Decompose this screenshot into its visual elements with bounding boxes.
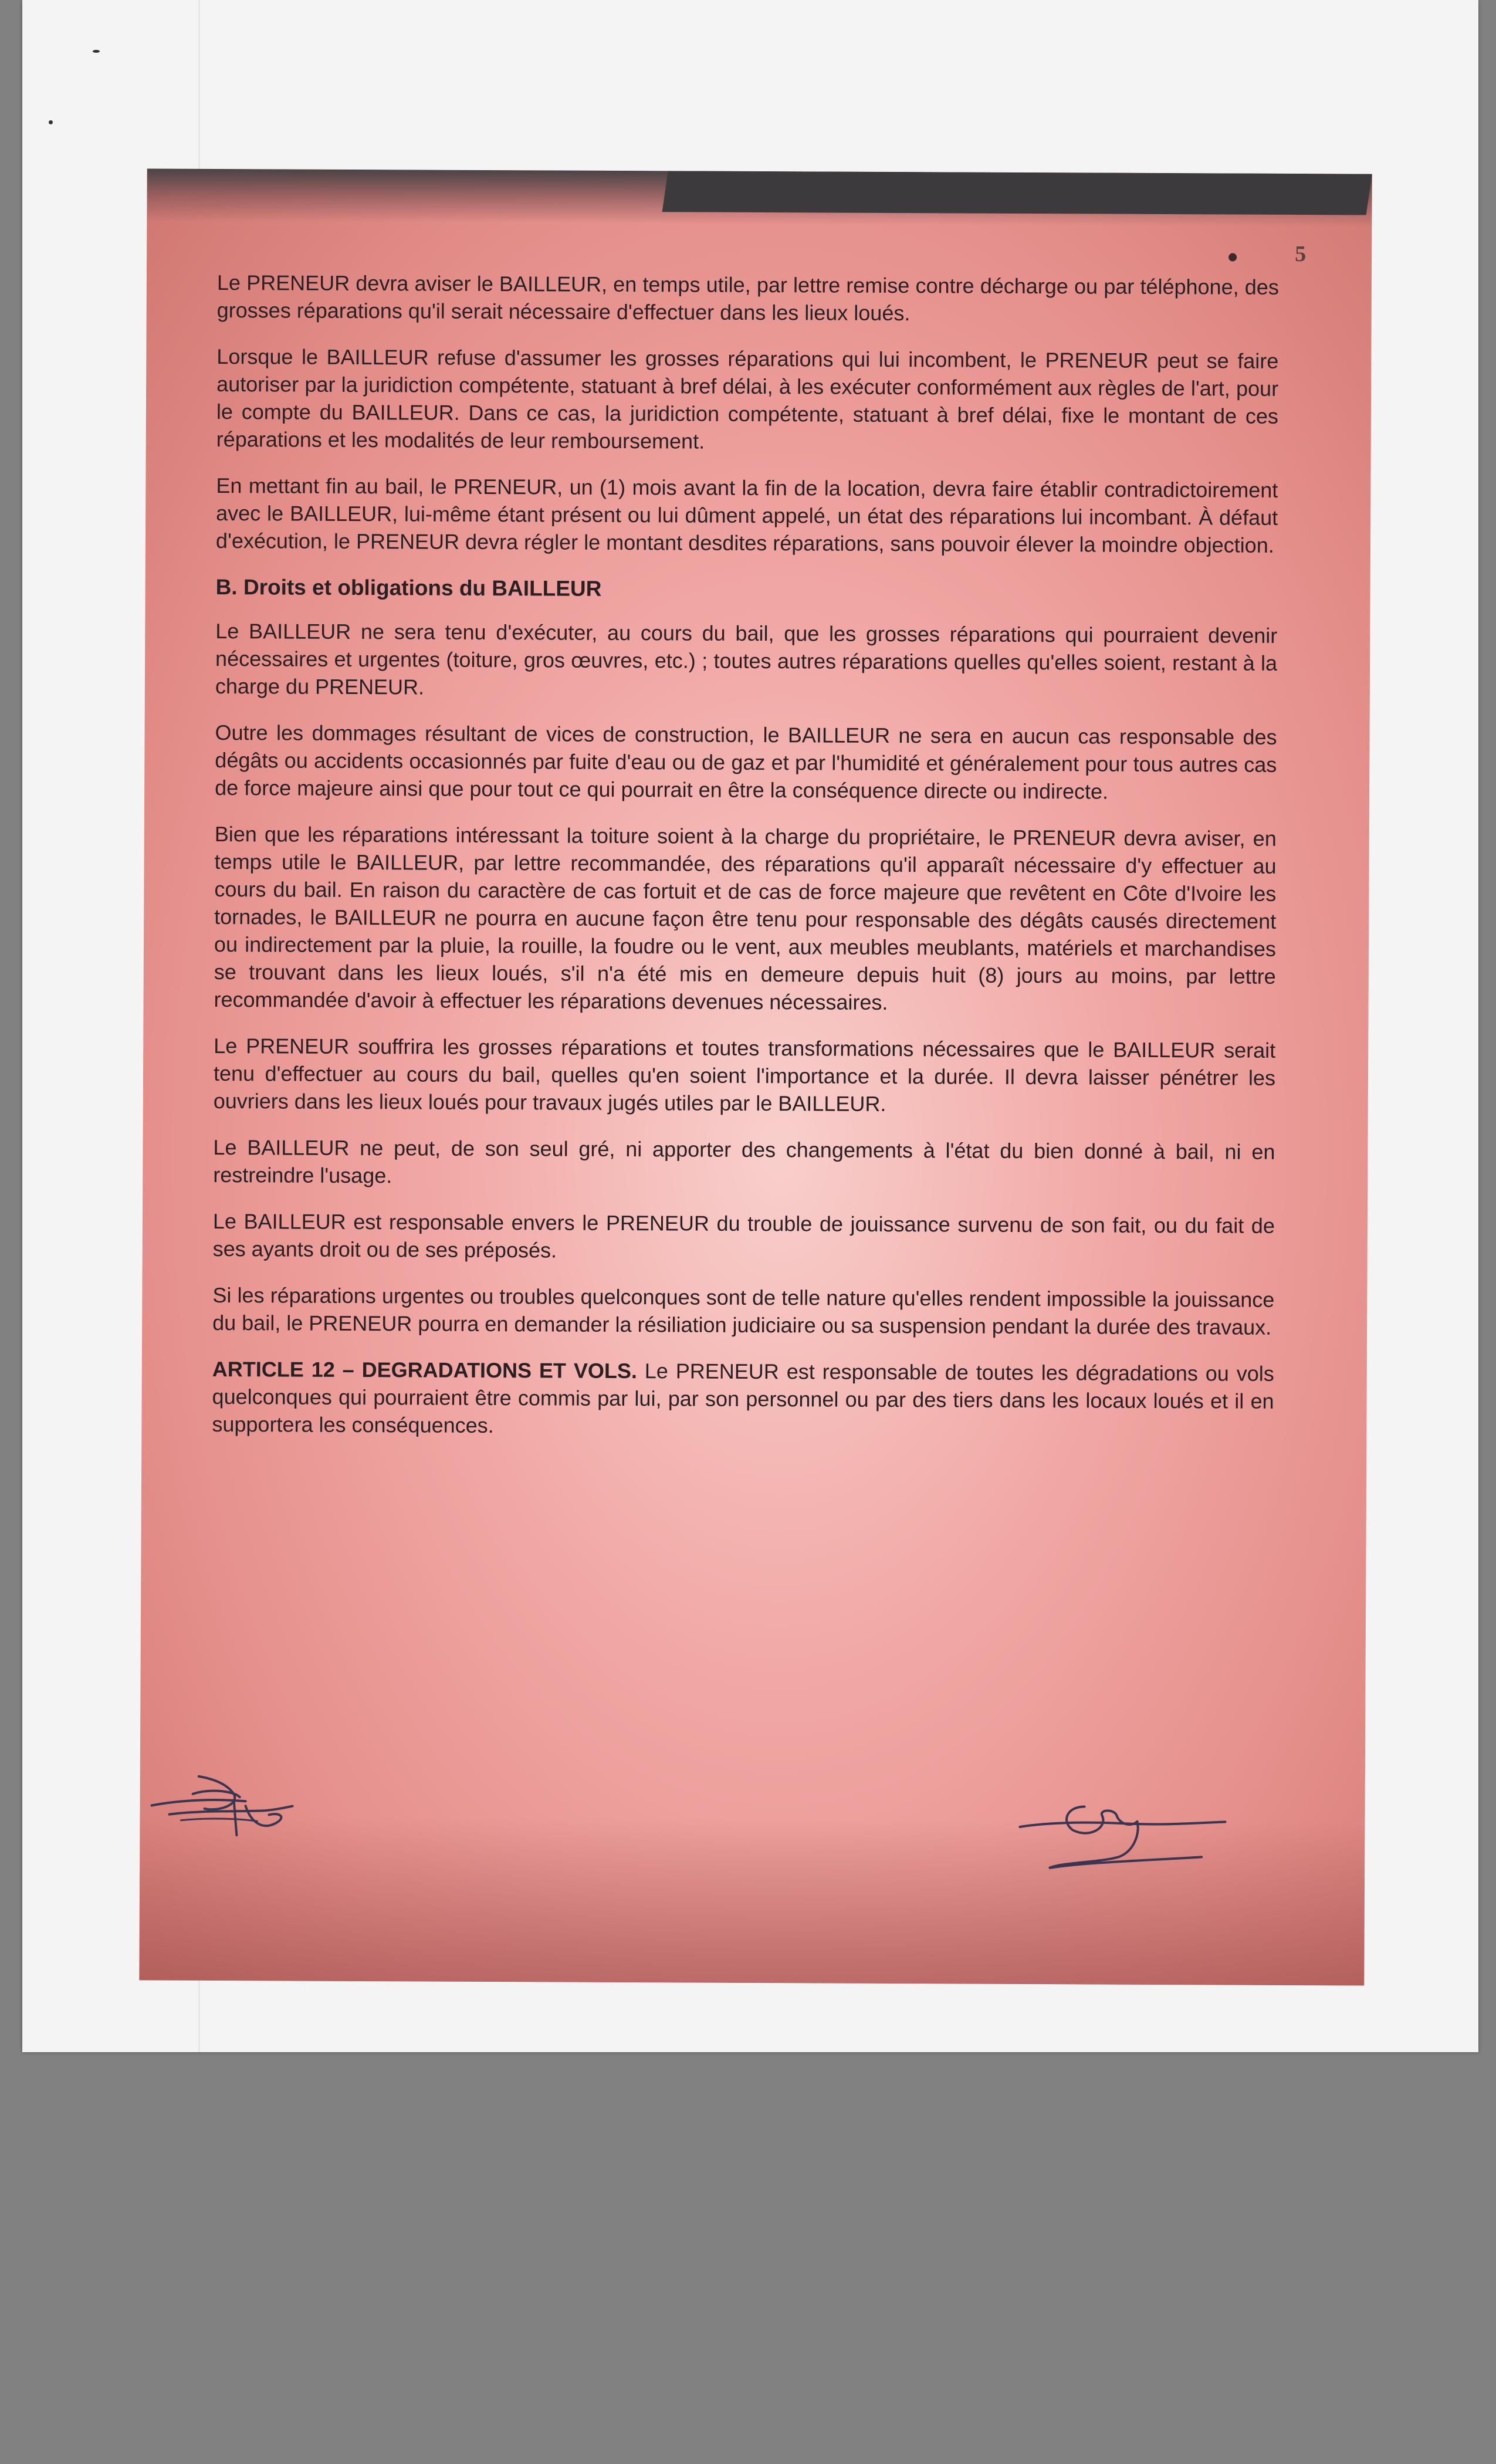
document-body <box>212 269 1279 1461</box>
scan-speck <box>49 120 53 124</box>
paragraph: Le BAILLEUR est responsable envers le PRENEUR du trouble de jouissance survenu de son fait, ou du fait de ses ayants droit ou de ses préposés. <box>212 1209 1275 1263</box>
paragraph: Si les réparations urgentes ou troubles quelconques sont de telle nature qu'elles rendent impossible la jouissance du bail, le PRENEUR pourra en demander la résiliation judiciaire ou sa suspension pendant la durée des travaux. <box>212 1282 1275 1339</box>
page-number: 5 <box>1295 241 1307 267</box>
scan-speck <box>93 50 100 53</box>
paragraph: Le PRENEUR souffrira les grosses réparations et toutes transformations nécessaires que le BAILLEUR serait tenu d'effectuer au cours du bail, quelles qu'en soient l'importance et la durée. Il devra laisser pénétrer les ouvriers dans les lieux loués pour travaux jugés utiles par le BAILLEUR. <box>213 1033 1276 1116</box>
section-heading: B. Droits et obligations du BAILLEUR <box>215 574 602 601</box>
article-12-paragraph <box>212 1355 1274 1443</box>
document-page <box>139 168 1372 1985</box>
scan-sheet <box>22 0 1478 2052</box>
signature-left-icon <box>145 1764 334 1853</box>
article-12-text: Le PRENEUR est responsable de toutes les dégradations ou vols quelconques qui pourraient être commis par lui, par son personnel ou par des tiers dans les locaux loués et il en supportera les conséquences. <box>212 1359 1274 1438</box>
paragraph: Le PRENEUR devra aviser le BAILLEUR, en temps utile, par lettre remise contre décharge ou par téléphone, des grosses réparations qu'il serait nécessaire d'effectuer dans les lieux loués. <box>216 270 1279 326</box>
paragraph: Le BAILLEUR ne sera tenu d'exécuter, au cours du bail, que les grosses réparations qui pourraient devenir nécessaires et urgentes (toiture, gros œuvres, etc.) ; toutes autres réparations quelles qu'elles soient, restant à la charge du PRENEUR. <box>215 618 1278 699</box>
signature-right-icon <box>1014 1780 1237 1881</box>
scan-top-corner-shadow <box>662 171 1372 215</box>
paragraph: En mettant fin au bail, le PRENEUR, un (1) mois avant la fin de la location, devra faire établir contradictoirement avec le BAILLEUR, lui-même étant présent ou lui dûment appelé, un état des réparations lui incombant. À défaut d'exécution, le PRENEUR devra régler le montant desdites réparations, sans pouvoir élever la moindre objection. <box>215 473 1278 557</box>
paragraph: Bien que les réparations intéressant la toiture soient à la charge du propriétaire, le PRENEUR devra aviser, en temps utile le BAILLEUR, par lettre recommandée, des réparations qu'il apparaît nécessaire d'y effectuer au cours du bail. En raison du caractère de cas fortuit et de cas de force majeure que revêtent en Côte d'Ivoire les tornades, le BAILLEUR ne pourra en aucune façon être tenu pour responsable des dégâts causés directement ou indirectement par la pluie, la rouille, la foudre ou le vent, aux meubles meublants, matériels et marchandises se trouvant dans les lieux loués, s'il n'a été mis en demeure depuis huit (8) jours au moins, par lettre recommandée d'avoir à effectuer les réparations devenues nécessaires. <box>214 821 1277 1014</box>
article-12-title: ARTICLE 12 – DEGRADATIONS ET VOLS. <box>212 1356 637 1383</box>
page-mark-dot <box>1228 253 1237 262</box>
signature-left <box>145 1764 334 1853</box>
paragraph: Lorsque le BAILLEUR refuse d'assumer les grosses réparations qui lui incombent, le PRENEUR peut se faire autoriser par la juridiction compétente, statuant à bref délai, à les exécuter conformément aux règles de l'art, pour le compte du BAILLEUR. Dans ce cas, la juridiction compétente, statuant à bref délai, fixe le montant de ces réparations et les modalités de leur remboursement. <box>216 344 1279 453</box>
paragraph: Outre les dommages résultant de vices de construction, le BAILLEUR ne sera en aucun cas responsable des dégâts ou accidents occasionnés par fuite d'eau ou de gaz et par l'humidité et généralement pour tous autres cas de force majeure ainsi que pour tout ce qui pourrait en être la conséquence directe ou indirecte. <box>215 720 1277 804</box>
paragraph: Le BAILLEUR ne peut, de son seul gré, ni apporter des changements à l'état du bien donné à bail, ni en restreindre l'usage. <box>213 1135 1275 1188</box>
signature-right <box>1014 1780 1237 1881</box>
